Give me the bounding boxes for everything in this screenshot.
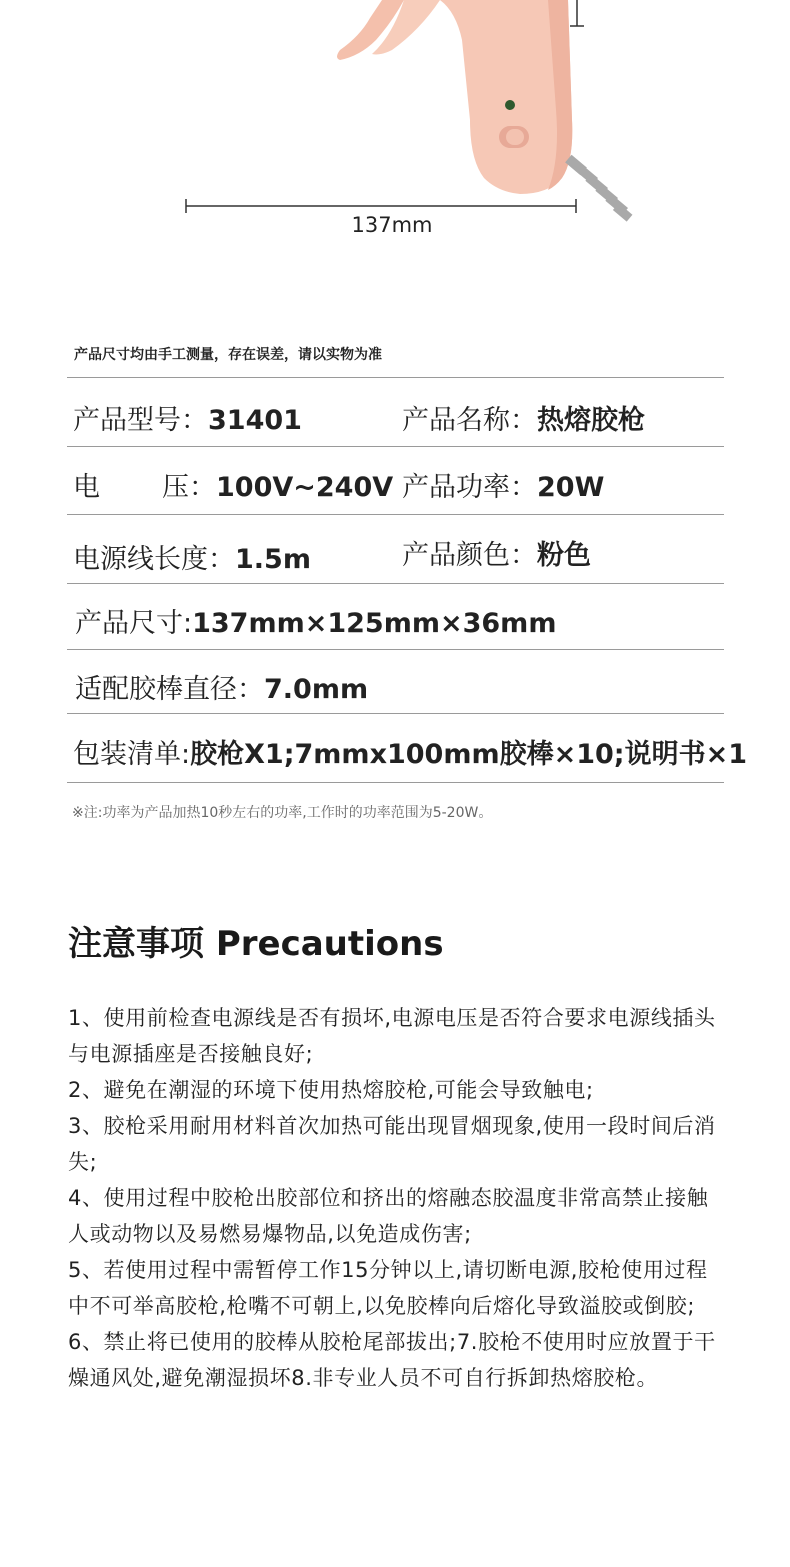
precaution-item: 6、禁止将已使用的胶棒从胶枪尾部拔出;7.胶枪不使用时应放置于干燥通风处,避免潮湿损坏8.非专业人员不可自行拆卸热熔胶枪。 [68, 1330, 716, 1390]
spec-row-package [67, 713, 748, 783]
spec-cord-length: 电源线长度：1.5m [73, 544, 311, 575]
spec-row-size [67, 583, 724, 649]
glue-gun-drawing [0, 0, 790, 290]
product-illustration [0, 0, 790, 290]
height-dimension-label [582, 0, 612, 46]
precaution-item: 4、使用过程中胶枪出胶部位和挤出的熔融态胶温度非常高禁止接触人或动物以及易燃易爆物品,以免造成伤害; [68, 1186, 709, 1246]
spec-voltage: 电 压：100V~240V [73, 472, 394, 503]
spec-row-stick [67, 649, 724, 713]
spec-row-voltage-power [67, 446, 724, 514]
spec-row-model-name [67, 377, 724, 446]
precaution-item: 5、若使用过程中需暂停工作15分钟以上,请切断电源,胶枪使用过程中不可举高胶枪,枪嘴不可朝上,以免胶棒向后熔化导致溢胶或倒胶; [68, 1258, 708, 1318]
spec-package: 包装清单:胶枪X1;7mmx100mm胶棒×10;说明书×1 [73, 739, 748, 770]
power-footnote: ※注:功率为产品加热10秒左右的功率,工作时的功率范围为5-20W。 [72, 805, 493, 821]
spec-power: 产品功率：20W [402, 472, 605, 503]
precaution-item: 3、胶枪采用耐用材料首次加热可能出现冒烟现象,使用一段时间后消失; [68, 1114, 716, 1174]
precautions-list [68, 1000, 728, 1396]
spec-name: 产品名称：热熔胶枪 [402, 405, 645, 436]
spec-size: 产品尺寸:137mm×125mm×36mm [75, 608, 557, 639]
measurement-note: 产品尺寸均由手工测量，存在误差，请以实物为准 [74, 347, 382, 363]
precaution-item: 2、避免在潮湿的环境下使用热熔胶枪,可能会导致触电; [68, 1078, 594, 1102]
spec-table [67, 377, 748, 783]
width-dimension-label: 137mm [351, 213, 433, 237]
precautions-title: 注意事项 Precautions [68, 924, 444, 964]
spec-stick-diameter: 适配胶棒直径：7.0mm [75, 674, 369, 705]
spec-row-cord-color [67, 514, 724, 583]
precaution-item: 1、使用前检查电源线是否有损坏,电源电压是否符合要求电源线插头与电源插座是否接触良好; [68, 1006, 716, 1066]
spec-model: 产品型号：31401 [73, 405, 302, 436]
spec-color: 产品颜色：粉色 [402, 540, 591, 571]
